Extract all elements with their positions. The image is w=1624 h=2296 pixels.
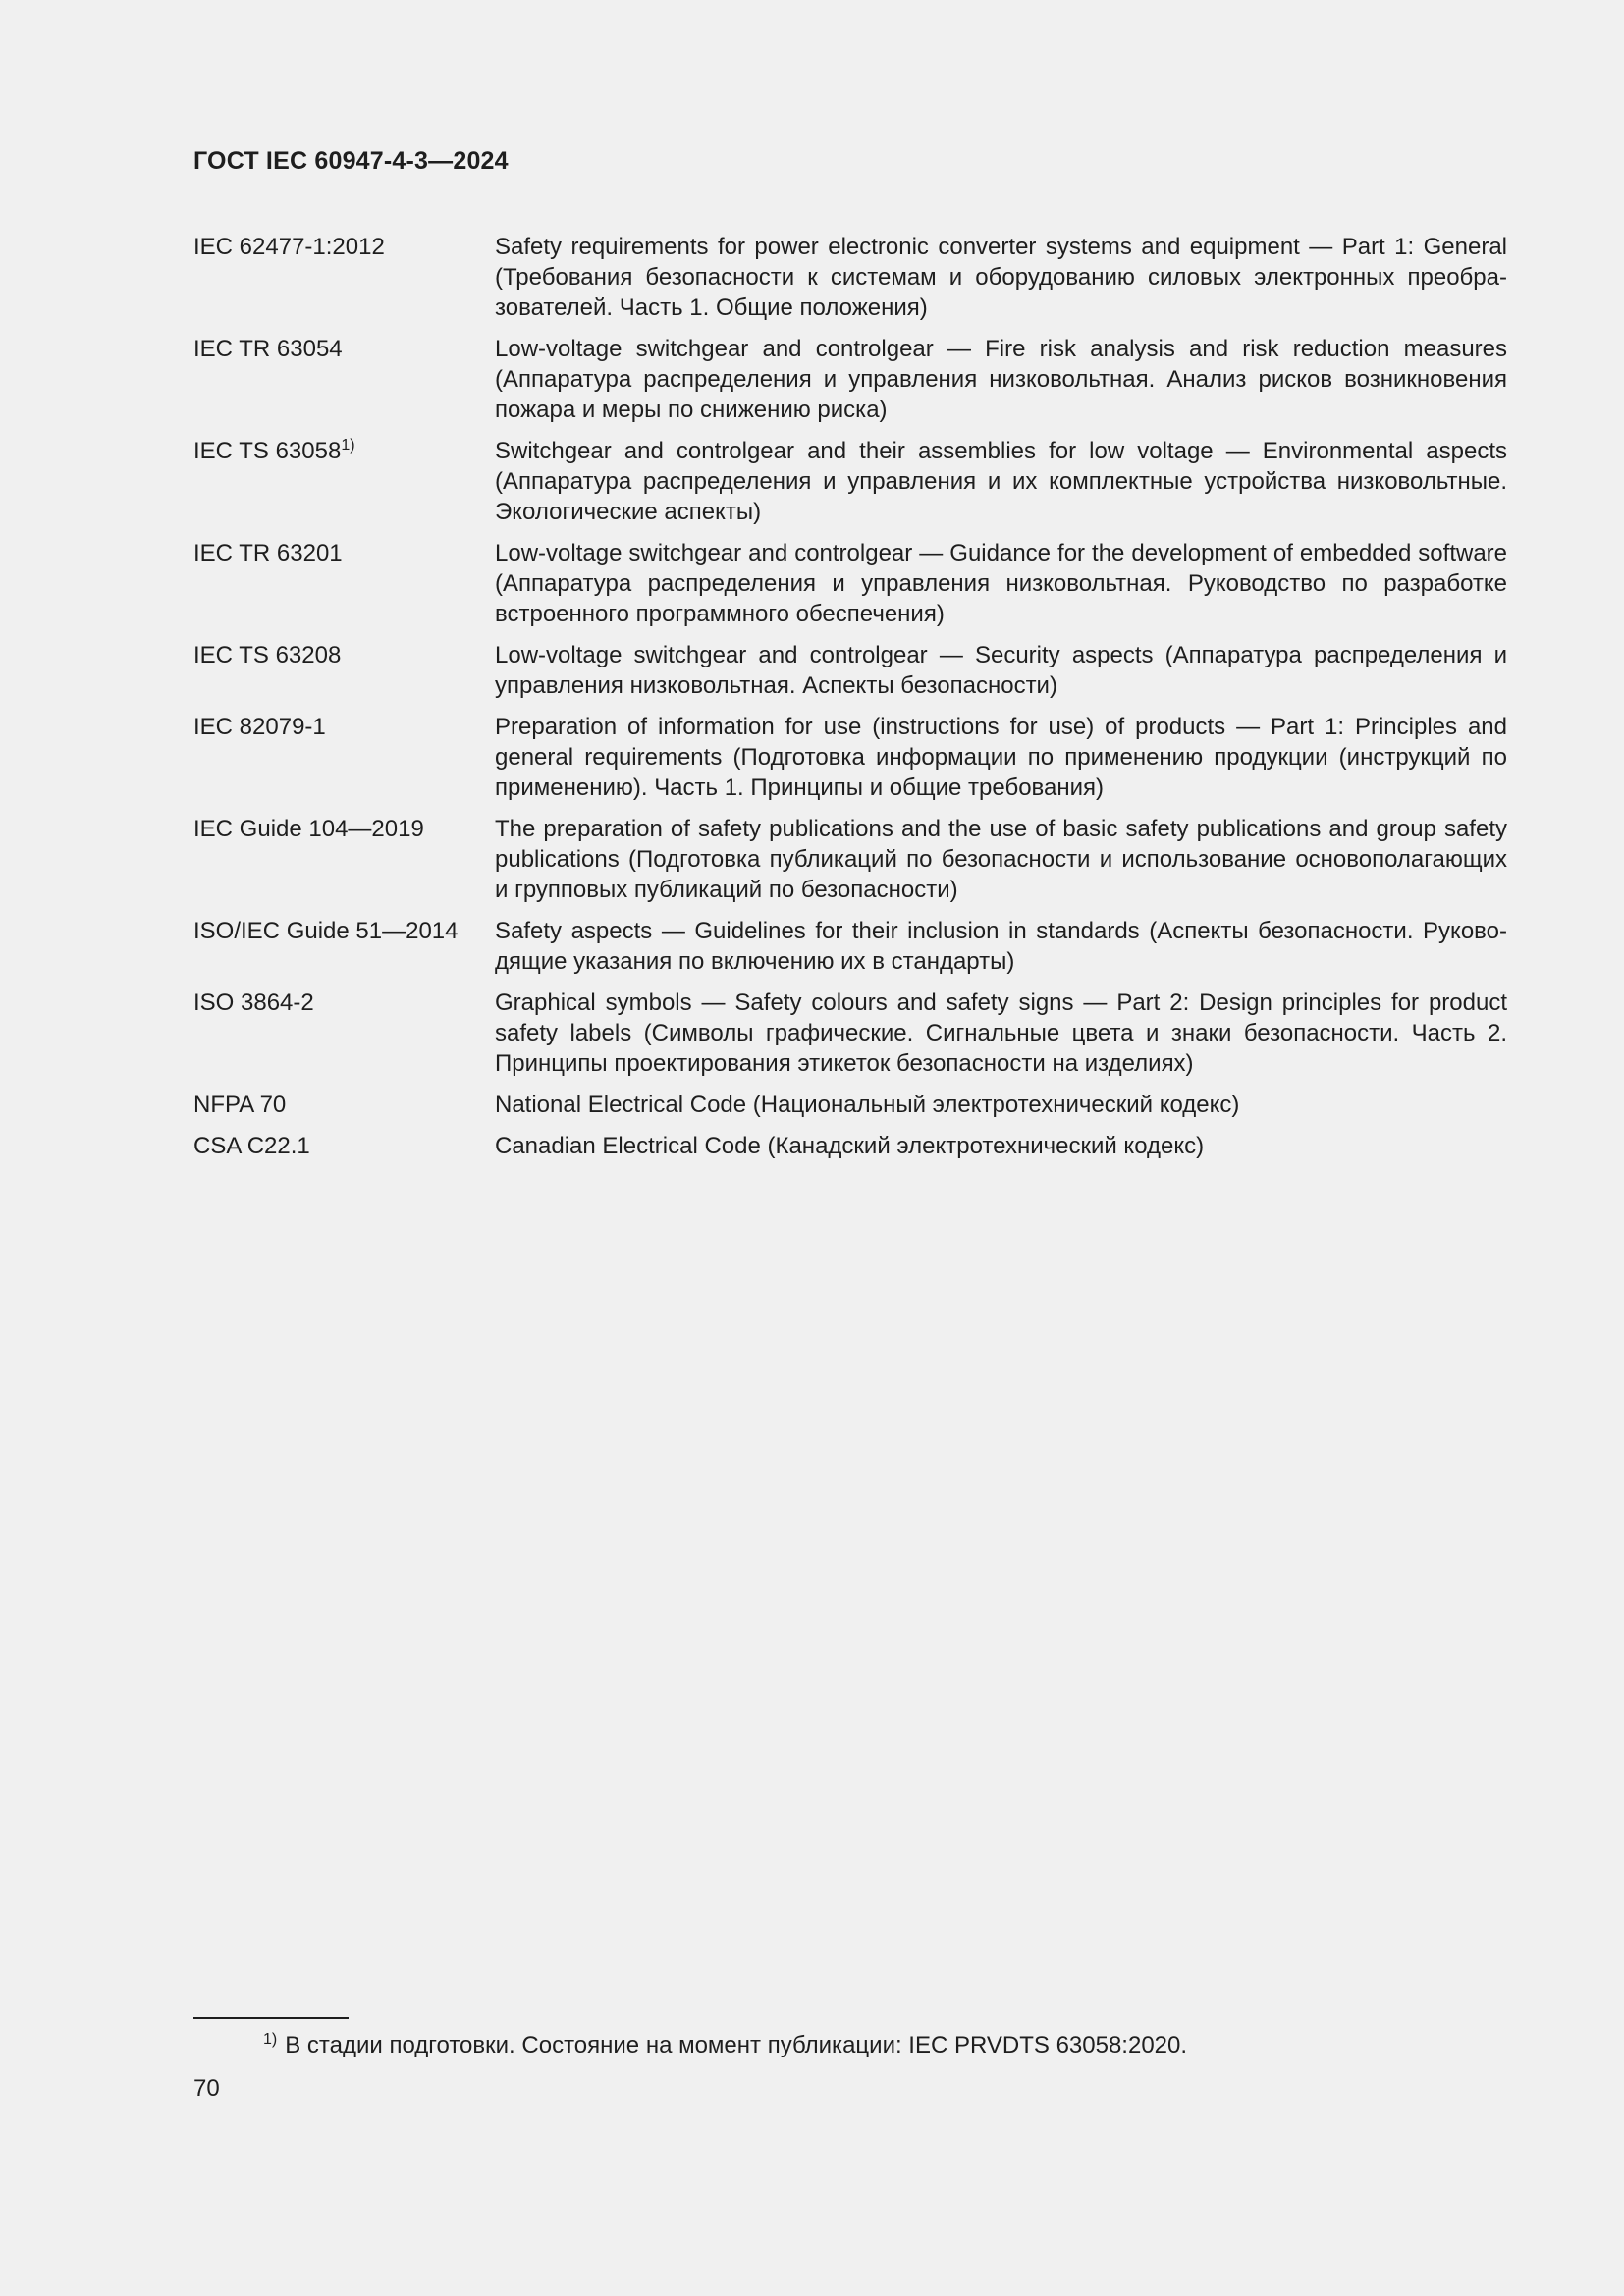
reference-title: The preparation of safety publications and the use of basic safety publications and group safety publications (Подготовка публикаций по безопасности и использование основополагающих и групповых публикаций по безопасности) [495, 816, 1507, 903]
reference-code: IEC TR 63054 [193, 336, 343, 362]
reference-row [193, 916, 1507, 977]
reference-code: IEC 62477-1:2012 [193, 234, 385, 260]
footnote-text: В стадии подготовки. Состояние на момент публикации: IEC PRVDTS 63058:2020. [285, 2032, 1188, 2058]
reference-row [193, 988, 1507, 1079]
footnote-divider [193, 2017, 349, 2019]
reference-title: Low-voltage switchgear and controlgear — Guidance for the development of embedded software (Аппаратура распределения и управления низковольтная. Руководство по разработке встроенного программного обеспечения) [495, 540, 1507, 627]
footnote-mark: 1) [263, 2031, 278, 2048]
page-header: ГОСТ IEC 60947-4-3—2024 [193, 147, 509, 175]
reference-code: NFPA 70 [193, 1092, 287, 1118]
reference-code: IEC Guide 104—2019 [193, 816, 424, 842]
reference-code: ISO 3864-2 [193, 989, 314, 1016]
reference-row [193, 712, 1507, 803]
reference-row [193, 640, 1507, 701]
footnote-mark: 1) [341, 437, 355, 454]
reference-code: IEC TR 63201 [193, 540, 343, 566]
reference-row [193, 1090, 1507, 1120]
reference-row [193, 1131, 1507, 1161]
reference-row [193, 334, 1507, 425]
reference-row [193, 538, 1507, 629]
reference-title: Low-voltage switchgear and controlgear — Security aspects (Аппаратура распределения и управления низковольтная. Аспекты безопасности) [495, 642, 1507, 699]
reference-row [193, 814, 1507, 905]
reference-code: IEC TS 63058$^{1)}$ [193, 437, 355, 464]
reference-title: Low-voltage switchgear and controlgear — Fire risk analysis and risk reduction measures (Аппаратура распределения и управления низковольтная. Анализ рисков возникновения пожара и меры по снижению риска) [495, 336, 1507, 423]
reference-code: ISO/IEC Guide 51—2014 [193, 918, 459, 944]
reference-row [193, 436, 1507, 527]
reference-title: Graphical symbols — Safety colours and safety signs — Part 2: Design principles for product safety labels (Символы графические. Сигнальные цвета и знаки безопасности. Часть 2. Принципы проектирования этикеток безопасности на изделиях) [495, 989, 1507, 1077]
reference-code: CSA C22.1 [193, 1133, 310, 1159]
reference-row [193, 232, 1507, 323]
references-list [193, 232, 1507, 1172]
reference-title: Preparation of information for use (instructions for use) of products — Part 1: Principles and general requirements (Подготовка информации по применению продукции (инструкций по применению). Часть 1. Принципы и общие требования) [495, 714, 1507, 801]
reference-code: IEC TS 63208 [193, 642, 342, 668]
reference-title: Safety aspects — Guidelines for their inclusion in standards (Аспекты безопасности. Руководящие указания по включению их в стандарты) [495, 918, 1507, 975]
footnote [263, 2030, 1187, 2060]
page-number: 70 [193, 2075, 220, 2102]
reference-title: Safety requirements for power electronic converter systems and equipment — Part 1: General (Требования безопасности к системам и оборудованию силовых электронных преобразователей. Часть 1. Общие положения) [495, 234, 1507, 321]
reference-code: IEC 82079-1 [193, 714, 326, 740]
reference-title: National Electrical Code (Национальный электротехнический кодекс) [495, 1092, 1240, 1118]
reference-title: Switchgear and controlgear and their assemblies for low voltage — Environmental aspects (Аппаратура распределения и управления и их комплектные устройства низковольтные. Экологические аспекты) [495, 438, 1507, 525]
reference-title: Canadian Electrical Code (Канадский электротехнический кодекс) [495, 1133, 1205, 1159]
